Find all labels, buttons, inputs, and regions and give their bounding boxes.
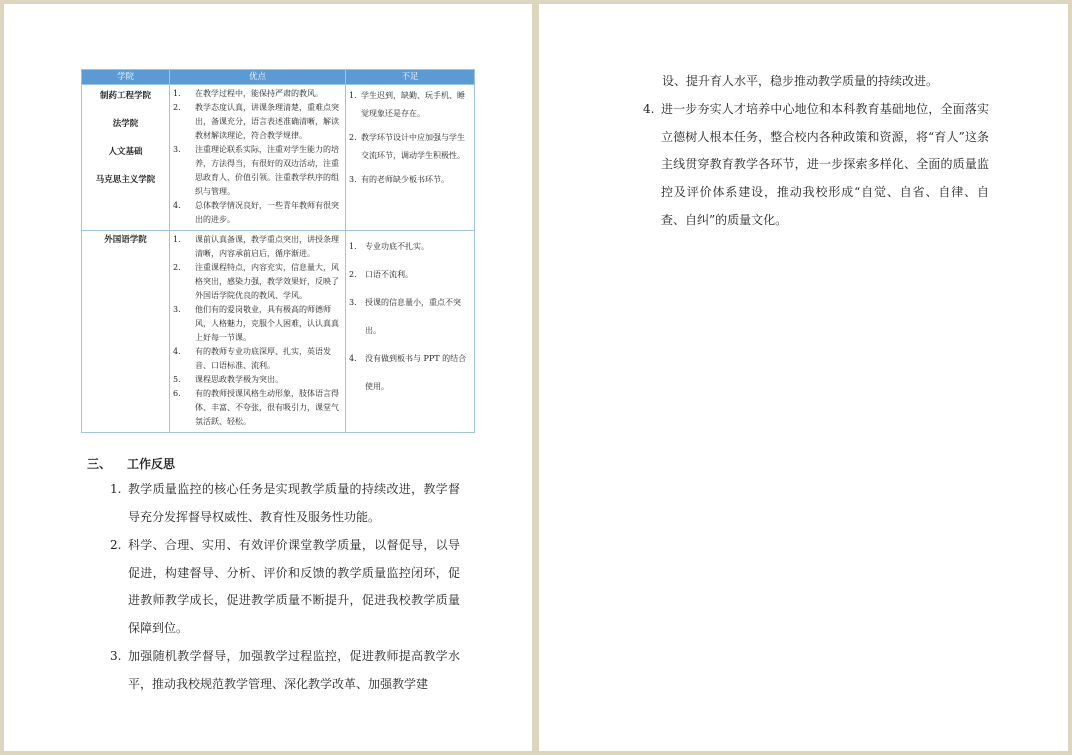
college-name: 马克思主义学院 <box>95 175 156 185</box>
item-number: 3. <box>173 145 181 154</box>
list-item <box>349 261 471 289</box>
item-number: 2. <box>349 270 357 279</box>
item-text: 教学态度认真，讲课条理清楚，重难点突出，备课充分，语言表述准确清晰，解读教材解读理论，符合教学规律。 <box>195 103 339 140</box>
item-number: 2. <box>173 263 181 272</box>
item-text: 注重理论联系实际，注重对学生能力的培养，方法得当，有很好的双边活动，注重思政育人、价值引领。注重教学秩序的组织与管理。 <box>195 145 339 196</box>
paragraph-number: 4. <box>643 102 655 116</box>
item-number: 4. <box>349 354 357 363</box>
list-item <box>349 345 471 401</box>
item-text: 在教学过程中，能保持严肃的教风。 <box>195 89 323 98</box>
paragraph <box>110 476 460 531</box>
list-item <box>349 289 471 345</box>
item-number: 6. <box>173 389 181 398</box>
section-number: 三、 <box>87 457 112 471</box>
list-item <box>173 101 342 143</box>
item-number: 2. <box>173 103 181 112</box>
item-number: 4. <box>173 347 181 356</box>
list-item <box>173 199 342 227</box>
college-name: 法学院 <box>112 119 139 129</box>
item-text: 口语不流利。 <box>365 270 413 279</box>
list-item <box>173 87 342 101</box>
paragraph <box>643 96 989 235</box>
list-item <box>349 129 471 165</box>
item-text: 学生迟到，缺勤、玩手机、睡觉现象还是存在。 <box>361 91 465 118</box>
college-cell <box>82 231 170 433</box>
paragraph-text: 加强随机教学督导，加强教学过程监控，促进教师提高教学水平，推动我校规范教学管理、深化教学改革、加强教学建 <box>128 649 460 691</box>
item-number: 1. <box>173 235 181 244</box>
shortcomings-cell <box>346 231 475 433</box>
item-text: 有的教师专业功底深厚、扎实，英语发音、口语标准、流利。 <box>195 347 331 370</box>
list-item <box>349 233 471 261</box>
item-number: 3. <box>173 305 181 314</box>
college-name: 人文基础 <box>108 147 143 157</box>
item-text: 他们有的爱岗敬业，具有极高的师德师风，人格魅力，克服个人困难，认认真真上好每一节课。 <box>195 305 339 342</box>
list-item <box>173 303 342 345</box>
item-number: 2. <box>349 133 357 142</box>
college-name: 制药工程学院 <box>99 91 151 101</box>
table-row <box>82 231 475 433</box>
item-text: 教学环节设计中应加强与学生交流环节，调动学生积极性。 <box>361 133 465 160</box>
list-item <box>173 233 342 261</box>
section-title: 工作反思 <box>127 457 176 471</box>
shortcomings-cell <box>346 85 475 231</box>
item-text: 专业功底不扎实。 <box>365 242 429 251</box>
paragraph <box>110 643 460 698</box>
item-text: 总体教学情况良好，一些青年教师有很突出的进步。 <box>195 201 339 224</box>
header-college: 学院 <box>82 70 170 85</box>
evaluation-table <box>81 69 475 433</box>
item-number: 4. <box>173 201 181 210</box>
item-text: 课程思政教学极为突出。 <box>195 375 283 384</box>
item-text: 有的教师授课风格生动形象，肢体语言得体、丰富、不夸张，很有吸引力，课堂气氛活跃、轻松。 <box>195 389 339 426</box>
item-number: 1. <box>349 242 357 251</box>
table-row <box>82 85 475 231</box>
item-number: 1. <box>173 89 181 98</box>
list-item <box>173 345 342 373</box>
item-number: 5. <box>173 375 181 384</box>
header-advantages: 优点 <box>170 70 346 85</box>
item-text: 注重课程特点，内容充实，信息量大，风格突出，感染力强，教学效果好，反映了外国语学院优良的教风、学风。 <box>195 263 339 300</box>
item-number: 3. <box>349 175 357 184</box>
item-text: 有的老师缺少板书环节。 <box>361 175 449 184</box>
paragraph-text: 教学质量监控的核心任务是实现教学质量的持续改进，教学督导充分发挥督导权威性、教育性及服务性功能。 <box>128 482 460 524</box>
right-page <box>539 4 1068 751</box>
list-item <box>173 387 342 429</box>
left-page <box>4 4 532 751</box>
item-text: 课前认真备课，教学重点突出，讲授条理清晰，内容承前启后，循序渐进。 <box>195 235 339 258</box>
table-header-row <box>82 70 475 85</box>
item-number: 3. <box>349 298 357 307</box>
college-cell <box>82 85 170 231</box>
advantages-cell <box>170 231 346 433</box>
section-heading <box>87 455 175 473</box>
paragraph-continuation <box>662 68 1002 96</box>
item-number: 1. <box>349 91 357 100</box>
paragraph-number: 2. <box>110 538 122 552</box>
list-item <box>349 87 471 123</box>
item-text: 授课的信息量小，重点不突出。 <box>365 298 461 335</box>
paragraph-text: 设、提升育人水平，稳步推动教学质量的持续改进。 <box>662 74 939 88</box>
header-shortcomings: 不足 <box>346 70 475 85</box>
paragraph <box>110 532 460 643</box>
list-item <box>349 171 471 189</box>
paragraph-number: 3. <box>110 649 122 663</box>
list-item <box>173 373 342 387</box>
paragraph-text: 科学、合理、实用、有效评价课堂教学质量，以督促导，以导促进，构建督导、分析、评价和反馈的教学质量监控闭环，促进教师教学成长，促进教学质量不断提升，促进我校教学质量保障到位。 <box>128 538 460 636</box>
college-name: 外国语学院 <box>104 235 147 245</box>
item-text: 没有做到板书与 PPT 的结合使用。 <box>365 354 467 391</box>
paragraph-number: 1. <box>110 482 122 496</box>
paragraph-text: 进一步夯实人才培养中心地位和本科教育基础地位，全面落实立德树人根本任务，整合校内各种政策和资源，将“育人”这条主线贯穿教育教学各环节，进一步探索多样化、全面的质量监控及评价体系建设，推动我校形成“自觉、自省、自律、自查、自纠”的质量文化。 <box>661 102 989 227</box>
list-item <box>173 261 342 303</box>
list-item <box>173 143 342 199</box>
advantages-cell <box>170 85 346 231</box>
